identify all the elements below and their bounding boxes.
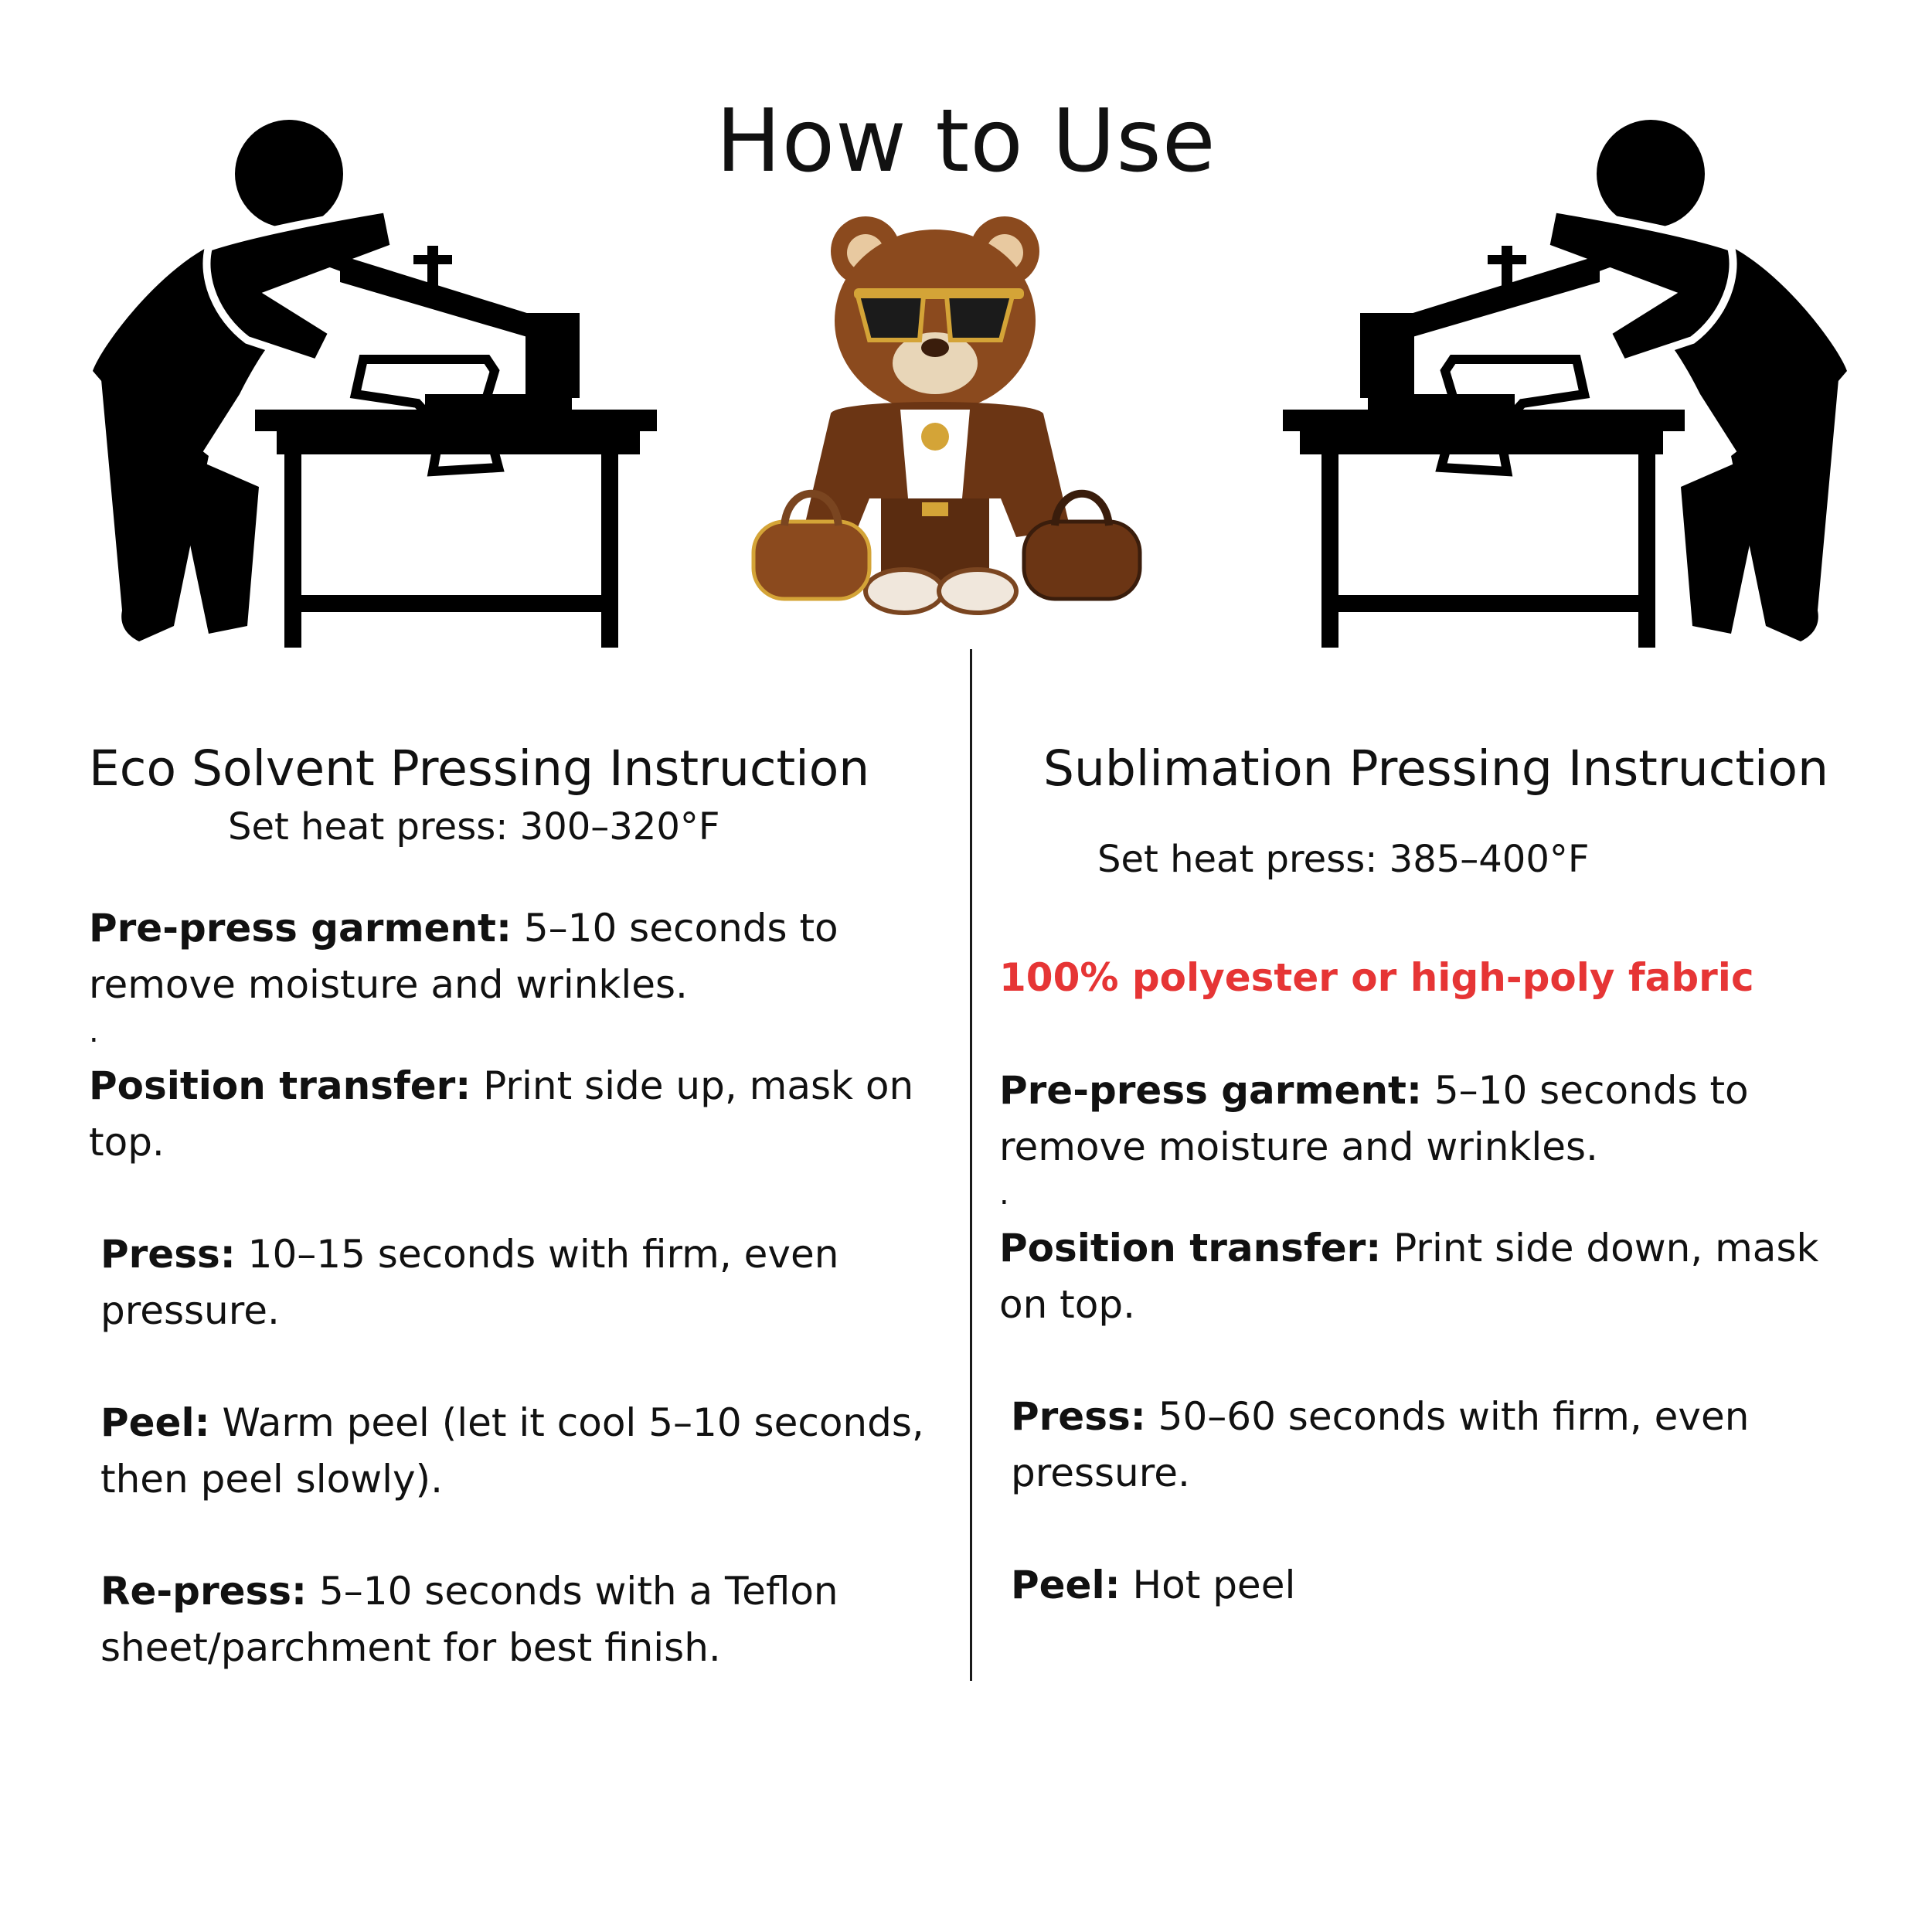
- page-title: How to Use: [716, 91, 1216, 192]
- step-re-press: Re-press: 5–10 seconds with a Teflon sheet/parchment for best finish.: [100, 1569, 838, 1670]
- step-press: Press: 10–15 seconds with firm, even pressure.: [100, 1232, 839, 1333]
- bear-mascot-icon: [746, 205, 1194, 661]
- separator-dot: .: [999, 1176, 1009, 1212]
- step-position-transfer: Position transfer: Print side up, mask on top.: [89, 1063, 914, 1165]
- step-peel: Peel: Hot peel: [1011, 1563, 1296, 1607]
- person-heat-press-icon: [85, 116, 657, 657]
- eco-solvent-temp: Set heat press: 300–320°F: [228, 805, 720, 849]
- eco-solvent-steps: [89, 900, 939, 1676]
- step-peel: Peel: Warm peel (let it cool 5–10 seconds, then peel slowly).: [100, 1400, 924, 1502]
- step-prepress: Pre-press garment: 5–10 seconds to remove moisture and wrinkles.: [999, 1068, 1749, 1169]
- sublimation-temp: Set heat press: 385–400°F: [1097, 838, 1590, 881]
- separator-dot: .: [89, 1014, 99, 1049]
- step-position-transfer: Position transfer: Print side down, mask on top.: [999, 1226, 1819, 1327]
- step-press: Press: 50–60 seconds with firm, even pressure.: [1011, 1394, 1750, 1495]
- person-heat-press-icon: [1283, 116, 1855, 657]
- sublimation-heading: Sublimation Pressing Instruction: [1043, 740, 1829, 797]
- fabric-note: 100% polyester or high-poly fabric: [999, 955, 1754, 1000]
- sublimation-steps: [999, 1063, 1865, 1614]
- step-prepress: Pre-press garment: 5–10 seconds to remove moisture and wrinkles.: [89, 906, 838, 1007]
- eco-solvent-heading: Eco Solvent Pressing Instruction: [89, 740, 870, 797]
- column-divider: [970, 649, 972, 1681]
